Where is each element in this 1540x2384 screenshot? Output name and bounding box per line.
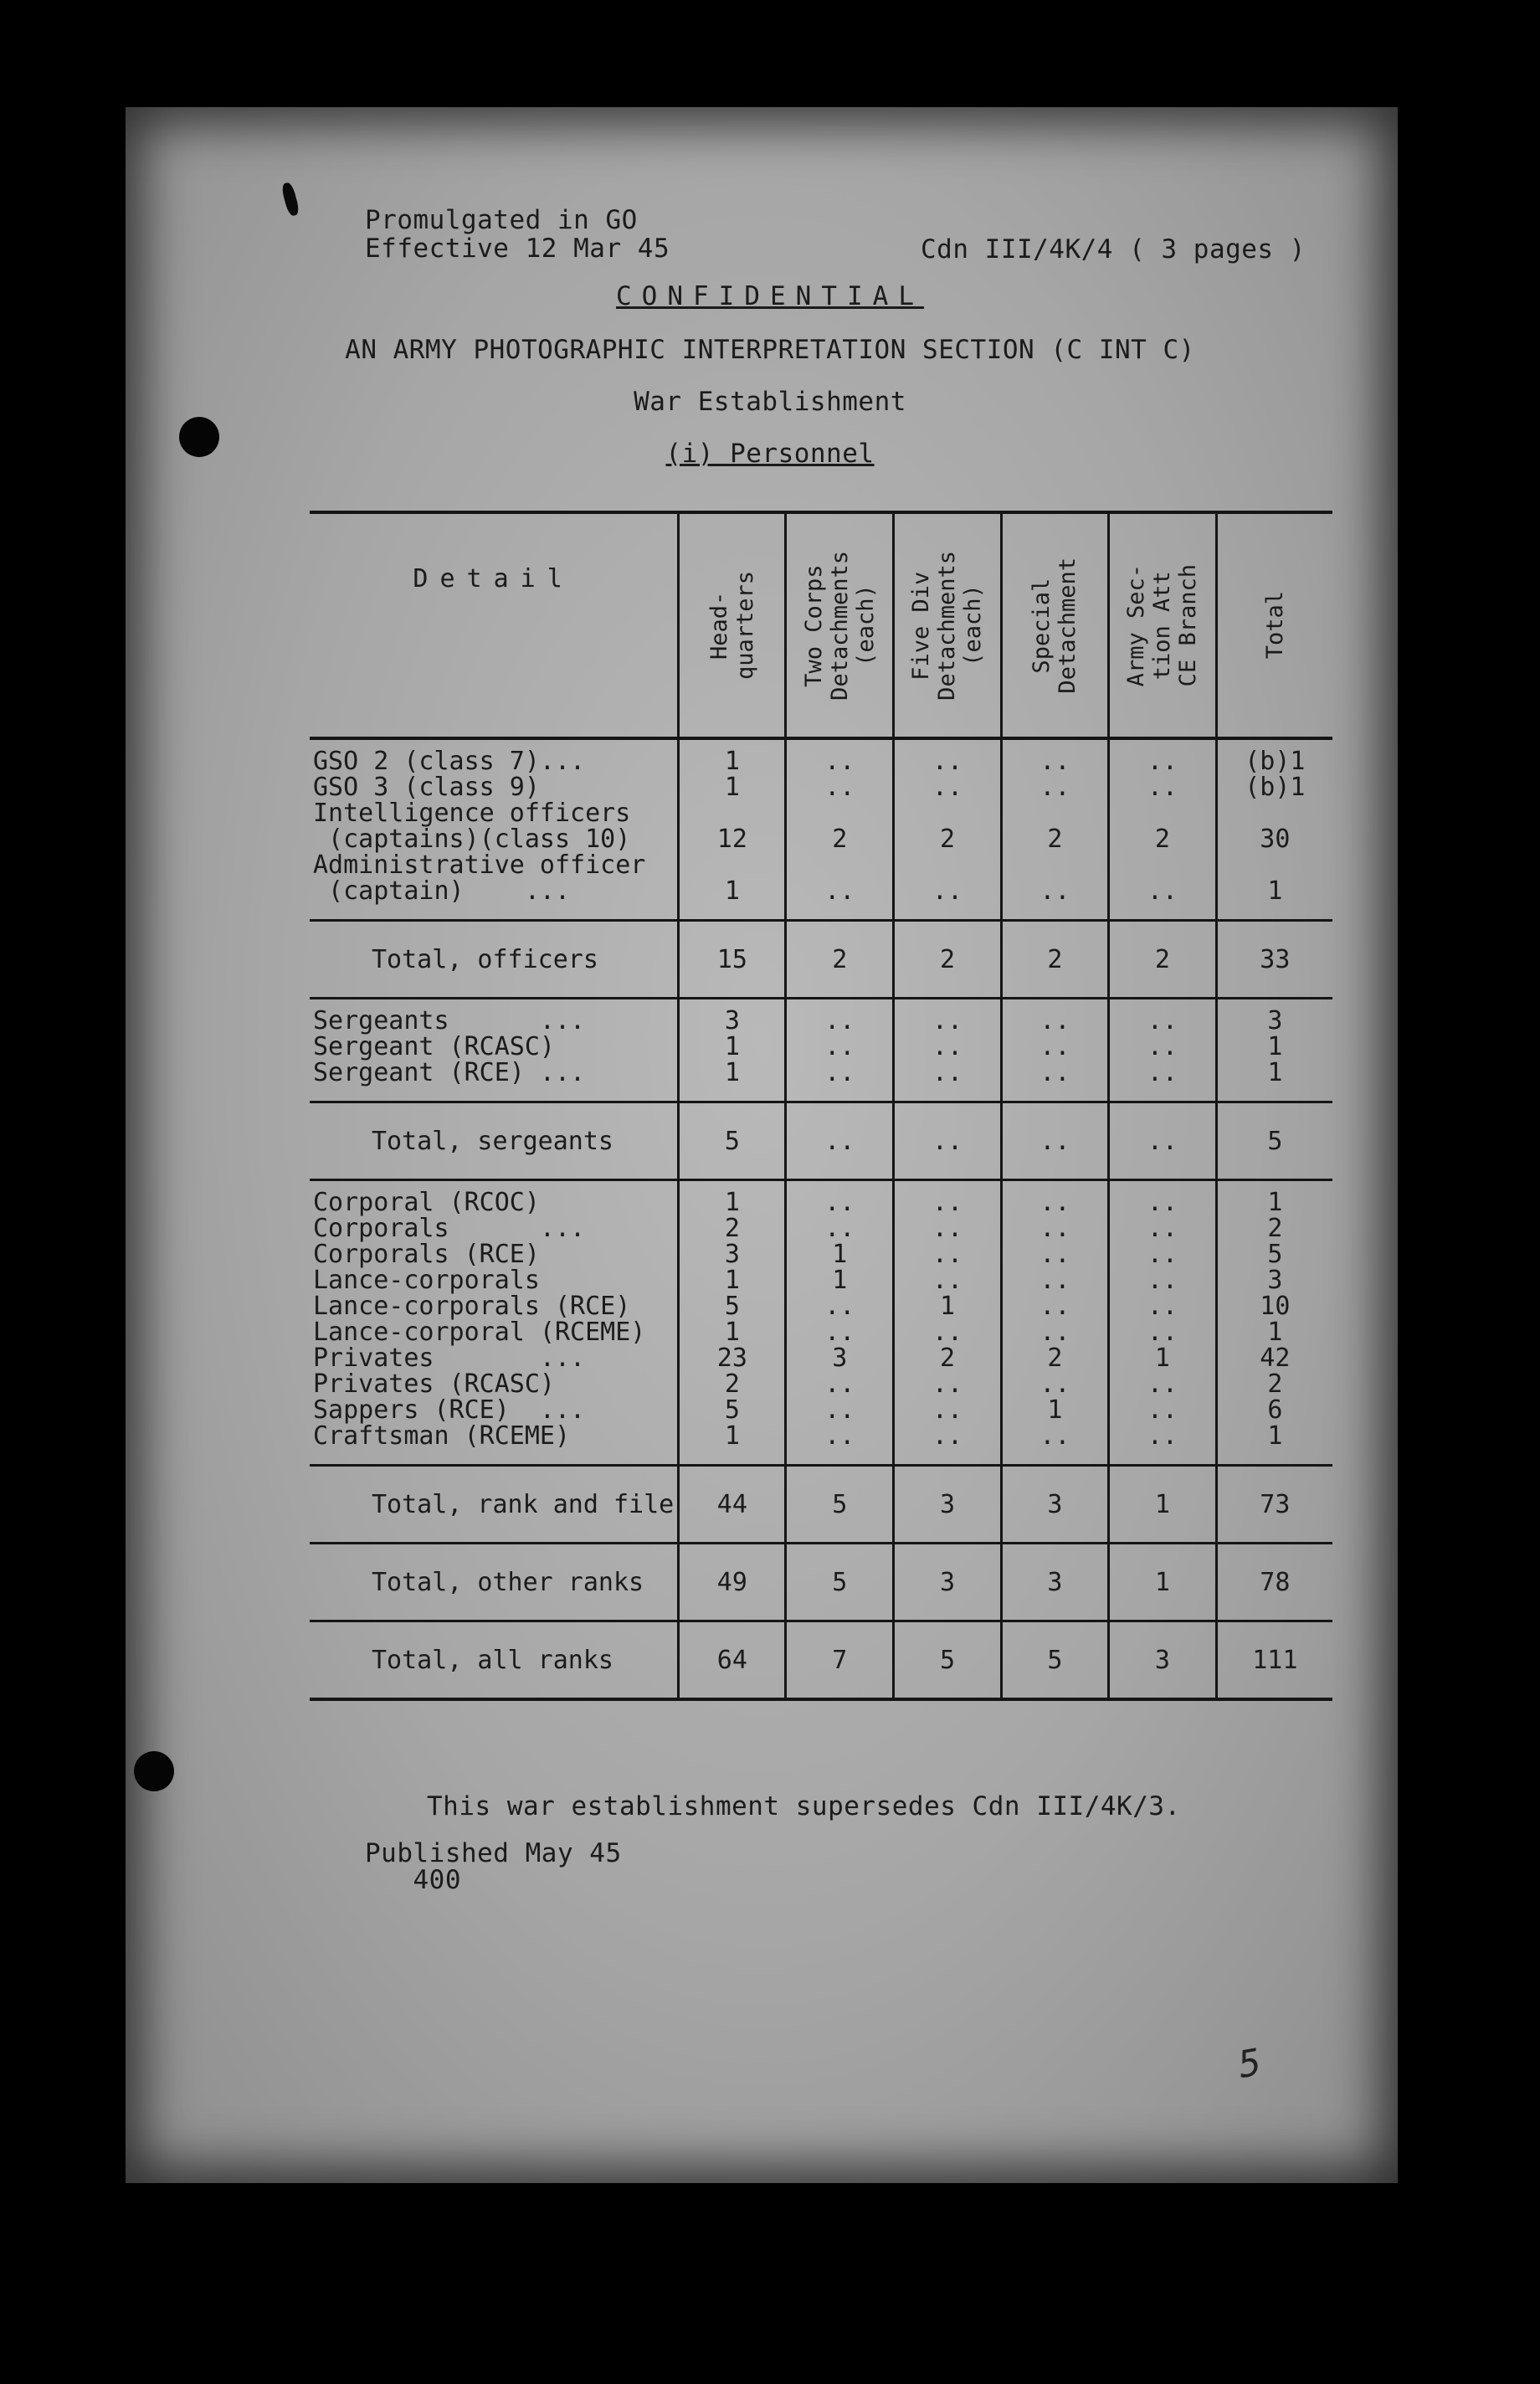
table-cell: 7 [786, 1621, 894, 1700]
table-cell: 3 [1109, 1621, 1217, 1700]
section-heading: (i) Personnel [665, 439, 875, 469]
effective-date: Effective 12 Mar 45 [365, 234, 670, 264]
classification-heading: CONFIDENTIAL [616, 281, 924, 311]
table-cell: 1 2 3 1 5 1 23 2 5 1 [679, 1180, 786, 1466]
table-cell: 15 [679, 921, 786, 999]
table-cell: 64 [679, 1621, 786, 1700]
table-cell: 73 [1216, 1466, 1332, 1544]
table-cell: 3 [1001, 1544, 1108, 1621]
table-cell: .. .. .. [894, 999, 1002, 1102]
table-cell: .. .. 2 .. [1109, 738, 1217, 921]
table-row-total-officers [310, 921, 1332, 999]
punch-hole [134, 1751, 174, 1791]
table-row-total-all-ranks [310, 1621, 1332, 1700]
table-cell: .. [894, 1102, 1002, 1180]
table-cell: .. .. 2 .. [894, 738, 1002, 921]
table-row-sergeants [310, 999, 1332, 1102]
column-header-corps-detachments: Two Corps Detachments (each) [786, 512, 894, 738]
column-header-detail: Detail [310, 512, 679, 738]
table-cell: 3 [1001, 1466, 1108, 1544]
table-cell: 2 [786, 921, 894, 999]
table-cell: 5 [786, 1544, 894, 1621]
column-header-army-section: Army Sec- tion Att CE Branch [1109, 512, 1217, 738]
table-cell: .. .. .. .. 1 .. 2 .. .. .. [894, 1180, 1002, 1466]
table-cell: 3 [894, 1466, 1002, 1544]
subtotal-label: Total, rank and file [310, 1466, 679, 1544]
table-cell: 1 [1109, 1466, 1217, 1544]
table-cell: .. .. .. [1001, 999, 1108, 1102]
promulgated-text: Promulgated in GO [365, 205, 638, 235]
subtotal-label: Total, sergeants [310, 1102, 679, 1180]
table-cell: 111 [1216, 1621, 1332, 1700]
subtotal-label: Total, other ranks [310, 1544, 679, 1621]
table-header-row [310, 512, 1332, 738]
table-cell: 5 [679, 1102, 786, 1180]
subtotal-label: Total, officers [310, 921, 679, 999]
officer-labels: GSO 2 (class 7)... GSO 3 (class 9) Intelligence officers (captains)(class 10) Administrative officer (captain) ... [313, 747, 646, 906]
table-cell: 44 [679, 1466, 786, 1544]
table-row-total-sergeants [310, 1102, 1332, 1180]
table-row-officers [310, 738, 1332, 921]
table-cell: .. .. .. [1109, 999, 1217, 1102]
rank-and-file-labels: Corporal (RCOC) Corporals ... Corporals (RCE) Lance-corporals Lance-corporals (RCE) Lance-corporal (RCEME) Privates ... Privates (RCASC) Sappers (RCE) ... Craftsman (RCEME) [313, 1188, 646, 1451]
table-cell: 3 1 1 [679, 999, 786, 1102]
table-cell: 5 [894, 1621, 1002, 1700]
subtotal-label: Total, all ranks [310, 1621, 679, 1700]
publication-note: Published May 45 400 [365, 1838, 622, 1895]
table-cell: .. .. .. [786, 999, 894, 1102]
table-cell: 2 [894, 921, 1002, 999]
table-cell: .. .. .. .. .. .. 2 .. 1 .. [1001, 1180, 1108, 1466]
table-cell: .. [1001, 1102, 1108, 1180]
table-cell: 78 [1216, 1544, 1332, 1621]
table-cell: 49 [679, 1544, 786, 1621]
table-cell: .. .. 2 .. [1001, 738, 1108, 921]
column-header-div-detachments: Five Div Detachments (each) [894, 512, 1002, 738]
sergeant-labels: Sergeants ... Sergeant (RCASC) Sergeant (RCE) ... [313, 1006, 586, 1087]
table-cell: .. [786, 1102, 894, 1180]
table-cell: .. .. 2 .. [786, 738, 894, 921]
table-cell: .. .. 1 1 .. .. 3 .. .. .. [786, 1180, 894, 1466]
handwritten-page-mark: 5 [1235, 2041, 1265, 2087]
promulgation-block [365, 206, 670, 263]
document-subtitle: War Establishment [634, 387, 906, 417]
table-cell: 2 [1109, 921, 1217, 999]
supersedes-note: This war establishment supersedes Cdn III/4K/3. [427, 1791, 1181, 1821]
column-header-special-detachment: Special Detachment [1001, 512, 1108, 738]
table-cell: 2 [1001, 921, 1108, 999]
table-row-rank-and-file [310, 1180, 1332, 1466]
table-cell: .. .. .. .. .. .. 1 .. .. .. [1109, 1180, 1217, 1466]
column-header-total: Total [1216, 512, 1332, 738]
table-cell: 5 [1001, 1621, 1108, 1700]
table-cell: 33 [1216, 921, 1332, 999]
unit-title: AN ARMY PHOTOGRAPHIC INTERPRETATION SECTION (C INT C) [345, 335, 1195, 365]
table-cell: 5 [786, 1466, 894, 1544]
table-cell: .. [1109, 1102, 1217, 1180]
document-reference: Cdn III/4K/4 ( 3 pages ) [921, 234, 1306, 265]
table-cell: 3 1 1 [1216, 999, 1332, 1102]
table-cell: 1 1 12 1 [679, 738, 786, 921]
table-row-total-rank-and-file [310, 1466, 1332, 1544]
table-cell: (b)1 (b)1 30 1 [1216, 738, 1332, 921]
table-cell: 1 [1109, 1544, 1217, 1621]
table-cell: 5 [1216, 1102, 1332, 1180]
column-header-headquarters: Head- quarters [679, 512, 786, 738]
table-cell: 3 [894, 1544, 1002, 1621]
war-establishment-table [310, 511, 1332, 1701]
table-row-total-other-ranks [310, 1544, 1332, 1621]
table-cell: 1 2 5 3 10 1 42 2 6 1 [1216, 1180, 1332, 1466]
